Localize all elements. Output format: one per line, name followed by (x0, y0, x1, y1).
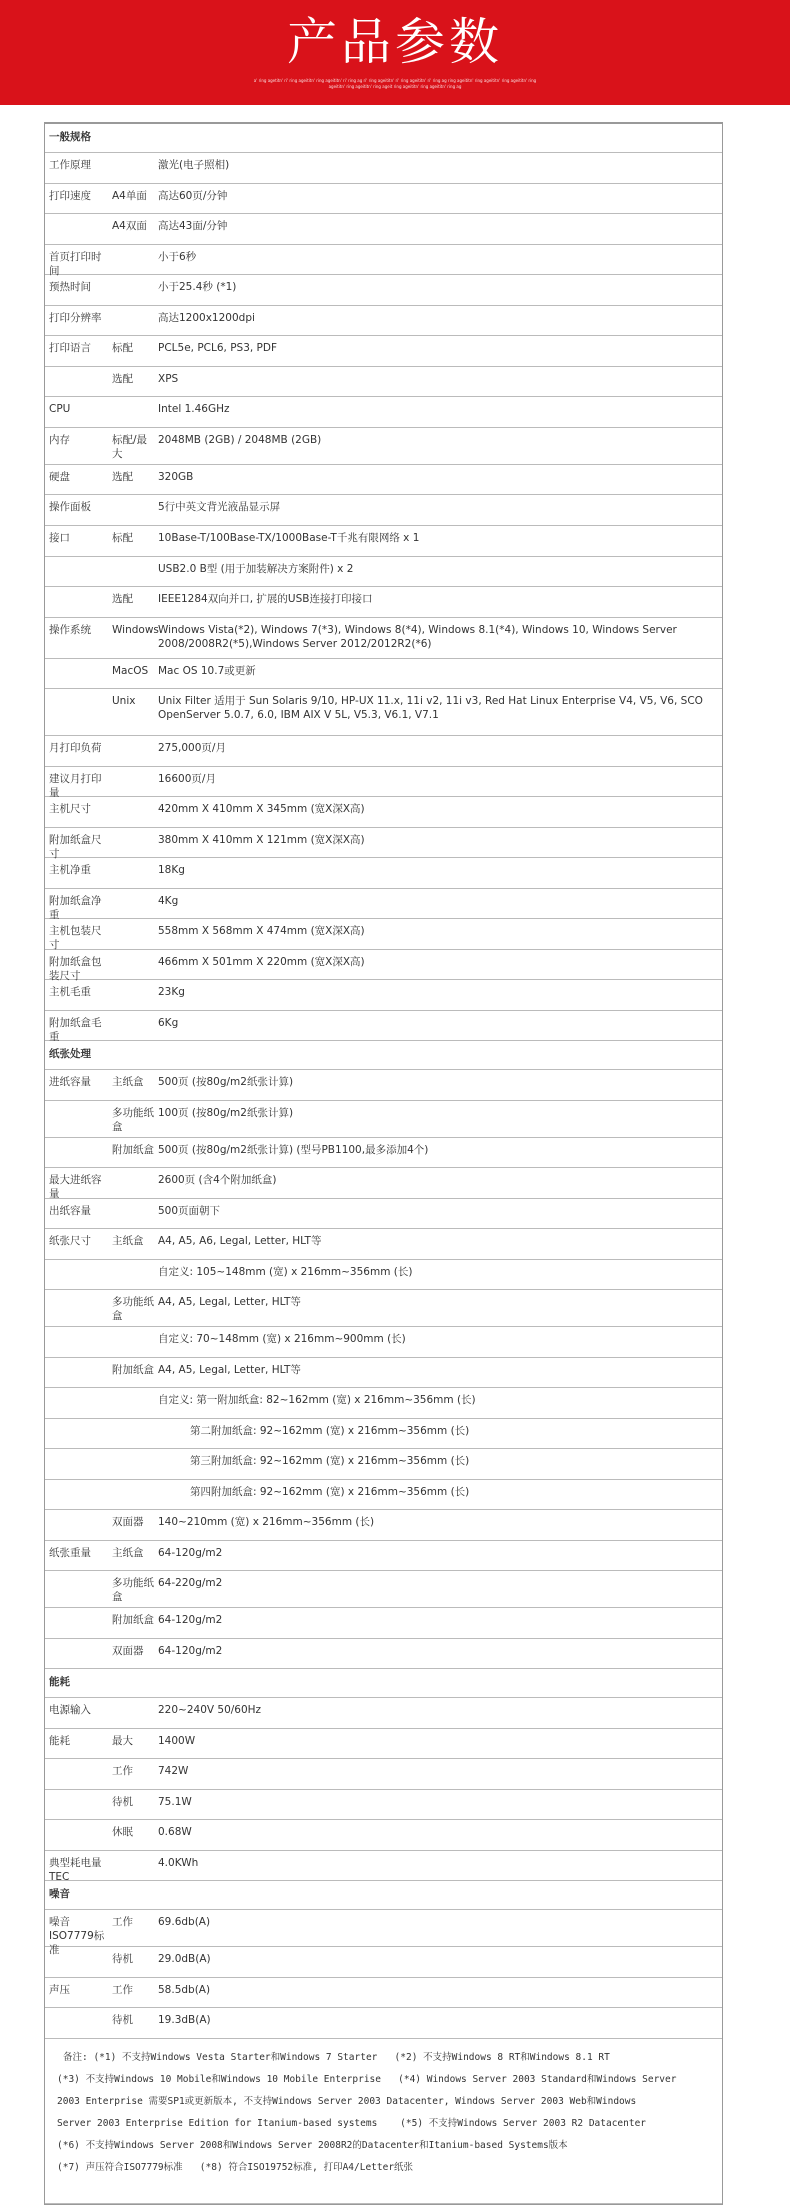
spec-value: A4, A5, A6, Legal, Letter, HLT等 (158, 1235, 322, 1247)
spec-sublabel: 最大 (112, 1734, 133, 1747)
spec-label (45, 1820, 108, 1825)
spec-value: PCL5e, PCL6, PS3, PDF (158, 342, 278, 354)
spec-label: 主机尺寸 (49, 803, 91, 815)
spec-row (45, 245, 722, 276)
spec-label (45, 1759, 108, 1764)
spec-label (45, 1510, 108, 1515)
spec-row (45, 184, 722, 215)
spec-label: 进纸容量 (49, 1076, 91, 1088)
spec-value: 10Base-T/100Base-TX/1000Base-T千兆有限网络 x 1 (158, 531, 420, 544)
spec-value: 500页 (按80g/m2纸张计算) (158, 1076, 294, 1088)
spec-sublabel: A4单面 (112, 189, 147, 202)
spec-value: 100页 (按80g/m2纸张计算) (158, 1106, 294, 1119)
spec-label (45, 1101, 108, 1106)
spec-label: 附加纸盒毛重 (49, 1016, 102, 1043)
spec-label: 建议月打印量 (49, 772, 102, 799)
spec-row (45, 1260, 722, 1291)
spec-value: Unix Filter 适用于 Sun Solaris 9/10, HP-UX 11.x, 11i v2, 11i v3, Red Hat Linux Enterprise V4, V5, V6, SCO OpenServer 5.0.7, 6.0, IBM AIX V 5L, V5.3, V6.1, V7.1 (158, 695, 703, 721)
spec-row (45, 980, 722, 1011)
spec-value: 高达1200x1200dpi (158, 311, 255, 324)
spec-label (45, 587, 108, 592)
spec-label: 附加纸盒净重 (49, 894, 102, 921)
spec-value: 4.0KWh (158, 1856, 199, 1869)
spec-row (45, 1199, 722, 1230)
spec-label (45, 1571, 108, 1576)
spec-sublabel: 待机 (112, 1953, 133, 1965)
spec-sublabel: 标配/最大 (112, 433, 148, 460)
section-title-noise: 噪音 (45, 1881, 722, 1910)
spec-sublabel (108, 1168, 154, 1173)
spec-row (45, 367, 722, 398)
spec-row (45, 1510, 722, 1541)
spec-sublabel (108, 397, 154, 402)
spec-row (45, 1480, 722, 1511)
spec-label: 典型耗电量TEC (49, 1856, 102, 1883)
spec-value: 16600页/月 (158, 772, 216, 785)
spec-sublabel: 主纸盒 (112, 1076, 144, 1088)
footnote-line: 备注: (*1) 不支持Windows Vesta Starter和Windows 7 Starter (*2) 不支持Windows 8 RT和Windows 8.1 RT (63, 2051, 610, 2063)
spec-row (45, 526, 722, 557)
spec-row (45, 858, 722, 889)
spec-value: 320GB (158, 470, 194, 483)
spec-value: 23Kg (158, 986, 185, 998)
spec-value: USB2.0 B型 (用于加装解决方案附件) x 2 (158, 562, 354, 575)
spec-label (45, 1480, 108, 1485)
spec-sublabel (108, 828, 154, 833)
spec-value: 0.68W (158, 1826, 192, 1838)
spec-label: 能耗 (49, 1734, 70, 1747)
spec-sublabel: Unix (112, 695, 136, 707)
spec-row (45, 495, 722, 526)
spec-label: 工作原理 (49, 159, 91, 171)
banner-subtitle: a' ring agetitn' ri' ring ageititn' ring ageititn' ri' ring ag ri' ring ageititn' ri' ring ageititn' ri' ring ag ring ageititn' ring ageititn' ring ageititn' ring ageititn' ring ageititn' ring ageit ring ageititn' ring ageititn' ring ag (253, 78, 537, 89)
spec-sublabel (108, 1480, 154, 1485)
spec-sublabel (108, 767, 154, 772)
spec-row (45, 2008, 722, 2039)
spec-label: 内存 (49, 433, 70, 446)
spec-label (45, 689, 108, 694)
spec-label: 声压 (49, 1983, 70, 1996)
spec-label: 纸张重量 (49, 1546, 91, 1559)
spec-label (45, 1639, 108, 1644)
spec-sublabel (108, 245, 154, 250)
spec-sublabel: 主纸盒 (112, 1235, 144, 1247)
spec-value: 69.6db(A) (158, 1916, 211, 1928)
footnote-line: (*7) 声压符合ISO7779标准 (*8) 符合ISO19752标准, 打印A4/Letter纸张 (57, 2161, 414, 2173)
section-title-power: 能耗 (45, 1669, 722, 1698)
spec-row (45, 214, 722, 245)
spec-value: 4Kg (158, 894, 179, 907)
spec-row (45, 689, 722, 736)
spec-sublabel: 休眠 (112, 1826, 133, 1838)
spec-sublabel: A4双面 (112, 220, 147, 232)
spec-row (45, 397, 722, 428)
spec-row (45, 1790, 722, 1821)
footnote-line: (*6) 不支持Windows Server 2008和Windows Server 2008R2的Datacenter和Itanium-based Systems版本 (57, 2139, 568, 2151)
spec-value: XPS (158, 372, 179, 385)
spec-label (45, 1790, 108, 1795)
spec-row (45, 1101, 722, 1138)
spec-sublabel (108, 797, 154, 802)
spec-row (45, 1138, 722, 1169)
spec-label (45, 1260, 108, 1265)
spec-sublabel (108, 919, 154, 924)
spec-sublabel (108, 1851, 154, 1856)
spec-sublabel (108, 1327, 154, 1332)
spec-sublabel: 附加纸盒 (112, 1143, 154, 1156)
footnote-line: 2003 Enterprise 需要SP1或更新版本, 不支持Windows Server 2003 Datacenter, Windows Server 2003 Web和Windows (57, 2095, 637, 2107)
spec-label (45, 214, 108, 219)
spec-value: 58.5db(A) (158, 1983, 211, 1996)
section-title-general: 一般规格 (45, 124, 722, 153)
spec-label (45, 1388, 108, 1393)
spec-value: 高达60页/分钟 (158, 189, 228, 202)
spec-row (45, 587, 722, 618)
spec-label: 噪音ISO7779标准 (49, 1916, 105, 1956)
spec-value: 140~210mm (宽) x 216mm~356mm (长) (158, 1516, 375, 1528)
spec-label (45, 1947, 108, 1952)
spec-sublabel: 多功能纸盒 (112, 1577, 154, 1603)
spec-row (45, 1229, 722, 1260)
spec-row (45, 1851, 722, 1882)
spec-value: 500页面朝下 (158, 1204, 221, 1217)
spec-row (45, 1358, 722, 1389)
spec-value: 自定义: 70~148mm (宽) x 216mm~900mm (长) (158, 1333, 406, 1345)
spec-label: 操作系统 (49, 623, 91, 636)
spec-table (44, 122, 723, 2205)
spec-row (45, 1729, 722, 1760)
spec-value: 2048MB (2GB) / 2048MB (2GB) (158, 433, 322, 446)
spec-label (45, 1419, 108, 1424)
spec-row (45, 1820, 722, 1851)
spec-value: Intel 1.46GHz (158, 403, 230, 415)
spec-sublabel: 待机 (112, 2014, 133, 2026)
spec-row (45, 736, 722, 767)
spec-sublabel (108, 950, 154, 955)
spec-value: 75.1W (158, 1795, 192, 1808)
footnote-line: Server 2003 Enterprise Edition for Itanium-based systems (*5) 不支持Windows Server 2003 R2 Datacenter (57, 2117, 647, 2129)
spec-row (45, 950, 722, 981)
spec-sublabel: 工作 (112, 1916, 133, 1928)
spec-row (45, 1608, 722, 1639)
footnotes (45, 2039, 722, 2204)
spec-label (45, 1327, 108, 1332)
spec-label: 预热时间 (49, 281, 91, 293)
spec-sublabel: 选配 (112, 593, 133, 605)
spec-row (45, 1168, 722, 1199)
spec-sublabel (108, 858, 154, 863)
spec-row (45, 1910, 722, 1956)
spec-sublabel (108, 557, 154, 562)
spec-value: 1400W (158, 1734, 196, 1747)
spec-sublabel (108, 980, 154, 985)
spec-sublabel (108, 889, 154, 894)
spec-label: 主机净重 (49, 864, 91, 876)
spec-sublabel: 双面器 (112, 1644, 144, 1657)
spec-value: 275,000页/月 (158, 742, 226, 754)
spec-label: 月打印负荷 (49, 742, 102, 754)
spec-sublabel (108, 1419, 154, 1424)
page-title: 产品参数 (287, 13, 503, 71)
spec-sublabel: 工作 (112, 1983, 133, 1996)
spec-label: 出纸容量 (49, 1204, 91, 1217)
spec-row (45, 1698, 722, 1729)
spec-row (45, 919, 722, 950)
spec-label (45, 1449, 108, 1454)
spec-label: 打印分辨率 (49, 311, 102, 324)
spec-sublabel (108, 153, 154, 158)
spec-value: 742W (158, 1765, 189, 1777)
spec-row (45, 1639, 722, 1670)
spec-label: 打印语言 (49, 342, 91, 354)
spec-sublabel (108, 736, 154, 741)
spec-label (45, 1608, 108, 1613)
spec-sublabel (108, 1388, 154, 1393)
spec-row (45, 153, 722, 184)
spec-sublabel (108, 1011, 154, 1016)
spec-row (45, 767, 722, 798)
spec-row (45, 1978, 722, 2009)
spec-value: 420mm X 410mm X 345mm (宽X深X高) (158, 803, 365, 815)
spec-sublabel (108, 495, 154, 500)
spec-row (45, 1571, 722, 1608)
spec-row (45, 1419, 722, 1450)
spec-row (45, 1070, 722, 1101)
spec-row (45, 1449, 722, 1480)
spec-sublabel (108, 275, 154, 280)
section-title-paper: 纸张处理 (45, 1041, 722, 1070)
spec-label (45, 1138, 108, 1143)
spec-value: 500页 (按80g/m2纸张计算) (型号PB1100,最多添加4个) (158, 1143, 429, 1156)
spec-label (45, 2008, 108, 2013)
spec-value: 64-220g/m2 (158, 1577, 223, 1589)
spec-label: 首页打印时间 (49, 250, 102, 277)
spec-sublabel: 多功能纸盒 (112, 1296, 154, 1322)
spec-row (45, 828, 722, 859)
spec-label (45, 1290, 108, 1295)
spec-value: 558mm X 568mm X 474mm (宽X深X高) (158, 925, 365, 937)
spec-value: Mac OS 10.7或更新 (158, 664, 256, 677)
spec-value: 466mm X 501mm X 220mm (宽X深X高) (158, 955, 365, 968)
spec-label: 最大进纸容量 (49, 1174, 102, 1200)
spec-value: 第二附加纸盒: 92~162mm (宽) x 216mm~356mm (长) (190, 1424, 470, 1437)
spec-row (45, 659, 722, 690)
spec-row (45, 618, 722, 659)
spec-row (45, 557, 722, 588)
spec-sublabel: 标配 (112, 531, 133, 544)
spec-row (45, 1541, 722, 1572)
spec-sublabel: Windows (112, 623, 159, 636)
spec-sublabel (108, 1260, 154, 1265)
spec-row (45, 1388, 722, 1419)
spec-row (45, 797, 722, 828)
spec-row (45, 1947, 722, 1978)
header-banner (0, 0, 790, 105)
spec-row (45, 428, 722, 465)
spec-sublabel (108, 1698, 154, 1703)
spec-row (45, 1011, 722, 1042)
spec-value: 220~240V 50/60Hz (158, 1704, 262, 1716)
spec-sublabel (108, 1449, 154, 1454)
spec-label (45, 367, 108, 372)
spec-label: 附加纸盒尺寸 (49, 833, 102, 860)
spec-value: 64-120g/m2 (158, 1644, 223, 1657)
spec-label: 主机毛重 (49, 986, 91, 998)
spec-value: 18Kg (158, 864, 185, 876)
spec-label (45, 659, 108, 664)
spec-value: 64-120g/m2 (158, 1614, 223, 1626)
spec-row (45, 889, 722, 920)
spec-sublabel: 主纸盒 (112, 1546, 144, 1559)
spec-sublabel: MacOS (112, 664, 149, 677)
spec-label: 主机包装尺寸 (49, 925, 102, 951)
spec-value: 第三附加纸盒: 92~162mm (宽) x 216mm~356mm (长) (190, 1455, 470, 1467)
spec-sublabel: 选配 (112, 372, 133, 385)
spec-row (45, 275, 722, 306)
spec-value: 第四附加纸盒: 92~162mm (宽) x 216mm~356mm (长) (190, 1485, 470, 1498)
spec-value: IEEE1284双向并口, 扩展的USB连接打印接口 (158, 593, 373, 605)
spec-sublabel: 工作 (112, 1765, 133, 1777)
spec-label: 操作面板 (49, 501, 91, 513)
spec-sublabel (108, 306, 154, 311)
spec-value: 自定义: 105~148mm (宽) x 216mm~356mm (长) (158, 1265, 413, 1278)
spec-value: Windows Vista(*2), Windows 7(*3), Windows 8(*4), Windows 8.1(*4), Windows 10, Windows Server 2008/2008R2(*5),Windows Server 2012/2012R2(*6) (158, 623, 677, 650)
spec-row (45, 465, 722, 496)
spec-sublabel: 附加纸盒 (112, 1614, 154, 1626)
spec-label: 附加纸盒包装尺寸 (49, 955, 102, 982)
spec-row (45, 1290, 722, 1327)
spec-label: 打印速度 (49, 189, 91, 202)
spec-value: 自定义: 第一附加纸盒: 82~162mm (宽) x 216mm~356mm (长) (158, 1394, 476, 1406)
spec-value: A4, A5, Legal, Letter, HLT等 (158, 1296, 301, 1308)
spec-value: 高达43面/分钟 (158, 220, 228, 232)
spec-value: 小于25.4秒 (*1) (158, 281, 237, 293)
spec-value: 64-120g/m2 (158, 1546, 223, 1559)
spec-label: 硬盘 (49, 470, 70, 483)
spec-sublabel: 双面器 (112, 1516, 144, 1528)
spec-label: 接口 (49, 531, 70, 544)
spec-label (45, 557, 108, 562)
spec-label (45, 1358, 108, 1363)
spec-row (45, 306, 722, 337)
spec-value: 激光(电子照相) (158, 159, 230, 171)
spec-value: 小于6秒 (158, 250, 197, 263)
spec-sublabel (108, 1199, 154, 1204)
spec-value: 2600页 (含4个附加纸盒) (158, 1174, 277, 1186)
spec-row (45, 1759, 722, 1790)
footnote-line: (*3) 不支持Windows 10 Mobile和Windows 10 Mobile Enterprise (*4) Windows Server 2003 Standard和Windows Server (57, 2073, 677, 2085)
spec-sublabel: 标配 (112, 342, 133, 354)
spec-value: 19.3dB(A) (158, 2014, 211, 2026)
spec-sublabel: 多功能纸盒 (112, 1106, 154, 1133)
spec-value: 380mm X 410mm X 121mm (宽X深X高) (158, 833, 365, 846)
spec-value: 6Kg (158, 1016, 179, 1029)
spec-sublabel: 附加纸盒 (112, 1363, 154, 1376)
spec-row (45, 336, 722, 367)
spec-sublabel: 选配 (112, 470, 133, 483)
spec-label: 电源输入 (49, 1704, 91, 1716)
spec-value: A4, A5, Legal, Letter, HLT等 (158, 1363, 301, 1376)
spec-row (45, 1327, 722, 1358)
spec-label: CPU (49, 403, 71, 415)
spec-value: 5行中英文背光液晶显示屏 (158, 501, 281, 513)
spec-value: 29.0dB(A) (158, 1953, 211, 1965)
spec-label: 纸张尺寸 (49, 1235, 91, 1247)
spec-sublabel: 待机 (112, 1795, 133, 1808)
